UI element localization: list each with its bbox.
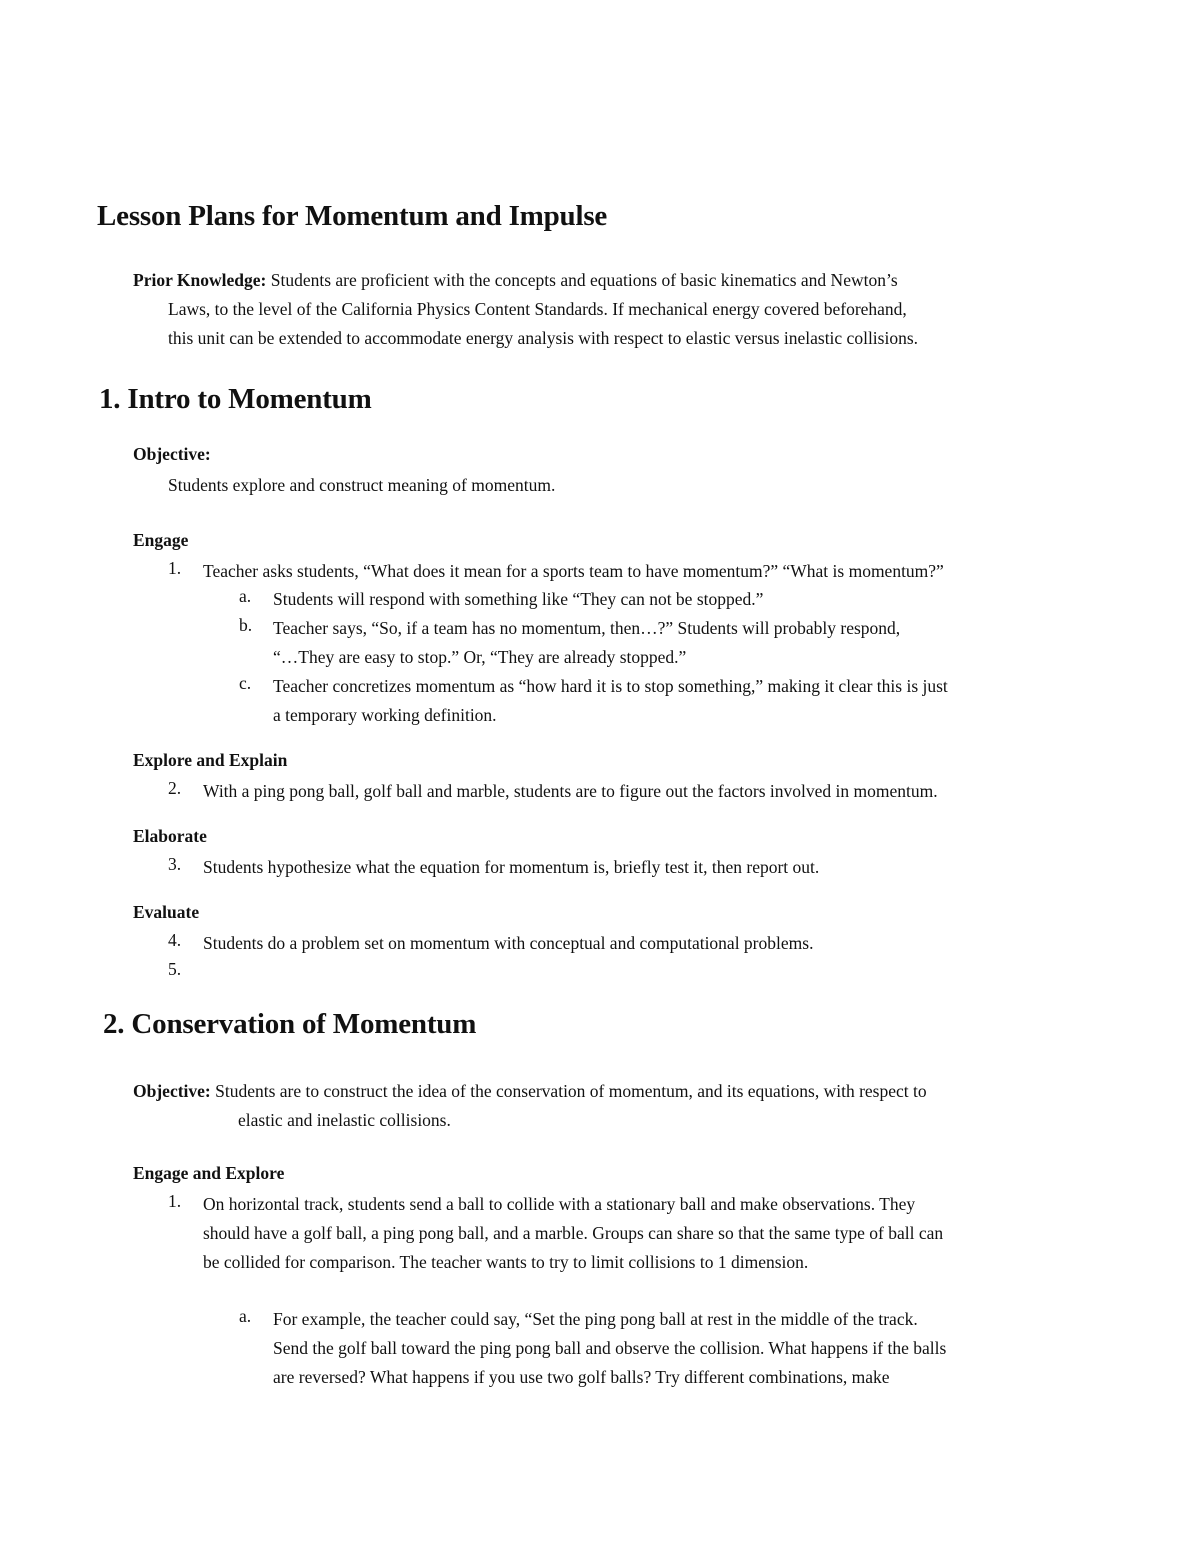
engage-item-1-number: 1. xyxy=(168,558,182,578)
engage-item-1-text: Teacher asks students, “What does it mean for a sports team to have momentum?” “What is momentum?” xyxy=(203,561,944,581)
engage-explore-item-1-line-3: be collided for comparison. The teacher wants to try to limit collisions to 1 dimension. xyxy=(203,1252,809,1272)
section-2-objective-text-1: Students are to construct the idea of the conservation of momentum, and its equations, with respect to xyxy=(215,1081,927,1101)
section-1-objective-label: Objective: xyxy=(133,444,211,464)
engage-explore-item-1-number: 1. xyxy=(168,1191,182,1211)
prior-knowledge-line-2: Laws, to the level of the California Physics Content Standards. If mechanical energy covered beforehand, xyxy=(168,299,907,319)
engage-explore-sub-a-line-3: are reversed? What happens if you use two golf balls? Try different combinations, make xyxy=(273,1367,890,1387)
section-1-heading: 1. Intro to Momentum xyxy=(99,383,372,415)
engage-sub-a-letter: a. xyxy=(239,586,252,606)
section-2-heading: 2. Conservation of Momentum xyxy=(103,1008,477,1040)
document-title: Lesson Plans for Momentum and Impulse xyxy=(97,200,608,232)
prior-knowledge-line-1 xyxy=(133,266,898,295)
section-2-objective-line-2: elastic and inelastic collisions. xyxy=(238,1110,451,1130)
engage-sub-b-line-2: “…They are easy to stop.” Or, “They are already stopped.” xyxy=(273,647,687,667)
engage-sub-b-letter: b. xyxy=(239,615,253,635)
evaluate-item-5-number: 5. xyxy=(168,959,182,979)
engage-explore-sub-a-line-1: For example, the teacher could say, “Set the ping pong ball at rest in the middle of the track. xyxy=(273,1309,918,1329)
explore-item-number: 2. xyxy=(168,778,182,798)
prior-knowledge-label: Prior Knowledge: xyxy=(133,270,267,290)
explore-item-text: With a ping pong ball, golf ball and marble, students are to figure out the factors involved in momentum. xyxy=(203,781,938,801)
engage-explore-label: Engage and Explore xyxy=(133,1163,285,1183)
section-2-objective-line-1 xyxy=(133,1077,927,1106)
engage-sub-c-line-2: a temporary working definition. xyxy=(273,705,497,725)
engage-sub-c-letter: c. xyxy=(239,673,252,693)
evaluate-item-4-number: 4. xyxy=(168,930,182,950)
prior-knowledge-line-3: this unit can be extended to accommodate energy analysis with respect to elastic versus inelastic collisions. xyxy=(168,328,919,348)
elaborate-item-text: Students hypothesize what the equation for momentum is, briefly test it, then report out. xyxy=(203,857,820,877)
elaborate-item-number: 3. xyxy=(168,854,182,874)
engage-explore-item-1-line-1: On horizontal track, students send a ball to collide with a stationary ball and make observations. They xyxy=(203,1194,916,1214)
engage-sub-a-text: Students will respond with something like “They can not be stopped.” xyxy=(273,589,764,609)
engage-explore-sub-a-letter: a. xyxy=(239,1306,252,1326)
section-2-objective-label: Objective: xyxy=(133,1081,211,1101)
engage-explore-item-1-line-2: should have a golf ball, a ping pong ball, and a marble. Groups can share so that the same type of ball can xyxy=(203,1223,944,1243)
section-1-objective-text: Students explore and construct meaning of momentum. xyxy=(168,475,556,495)
evaluate-label: Evaluate xyxy=(133,902,200,922)
elaborate-label: Elaborate xyxy=(133,826,207,846)
engage-label: Engage xyxy=(133,530,189,550)
prior-knowledge-text-1: Students are proficient with the concepts and equations of basic kinematics and Newton’s xyxy=(270,270,898,290)
engage-sub-c-line-1: Teacher concretizes momentum as “how hard it is to stop something,” making it clear this is just xyxy=(273,676,948,696)
evaluate-item-4-text: Students do a problem set on momentum with conceptual and computational problems. xyxy=(203,933,814,953)
engage-explore-sub-a-line-2: Send the golf ball toward the ping pong ball and observe the collision. What happens if the balls xyxy=(273,1338,947,1358)
engage-sub-b-line-1: Teacher says, “So, if a team has no momentum, then…?” Students will probably respond, xyxy=(273,618,901,638)
explore-explain-label: Explore and Explain xyxy=(133,750,288,770)
